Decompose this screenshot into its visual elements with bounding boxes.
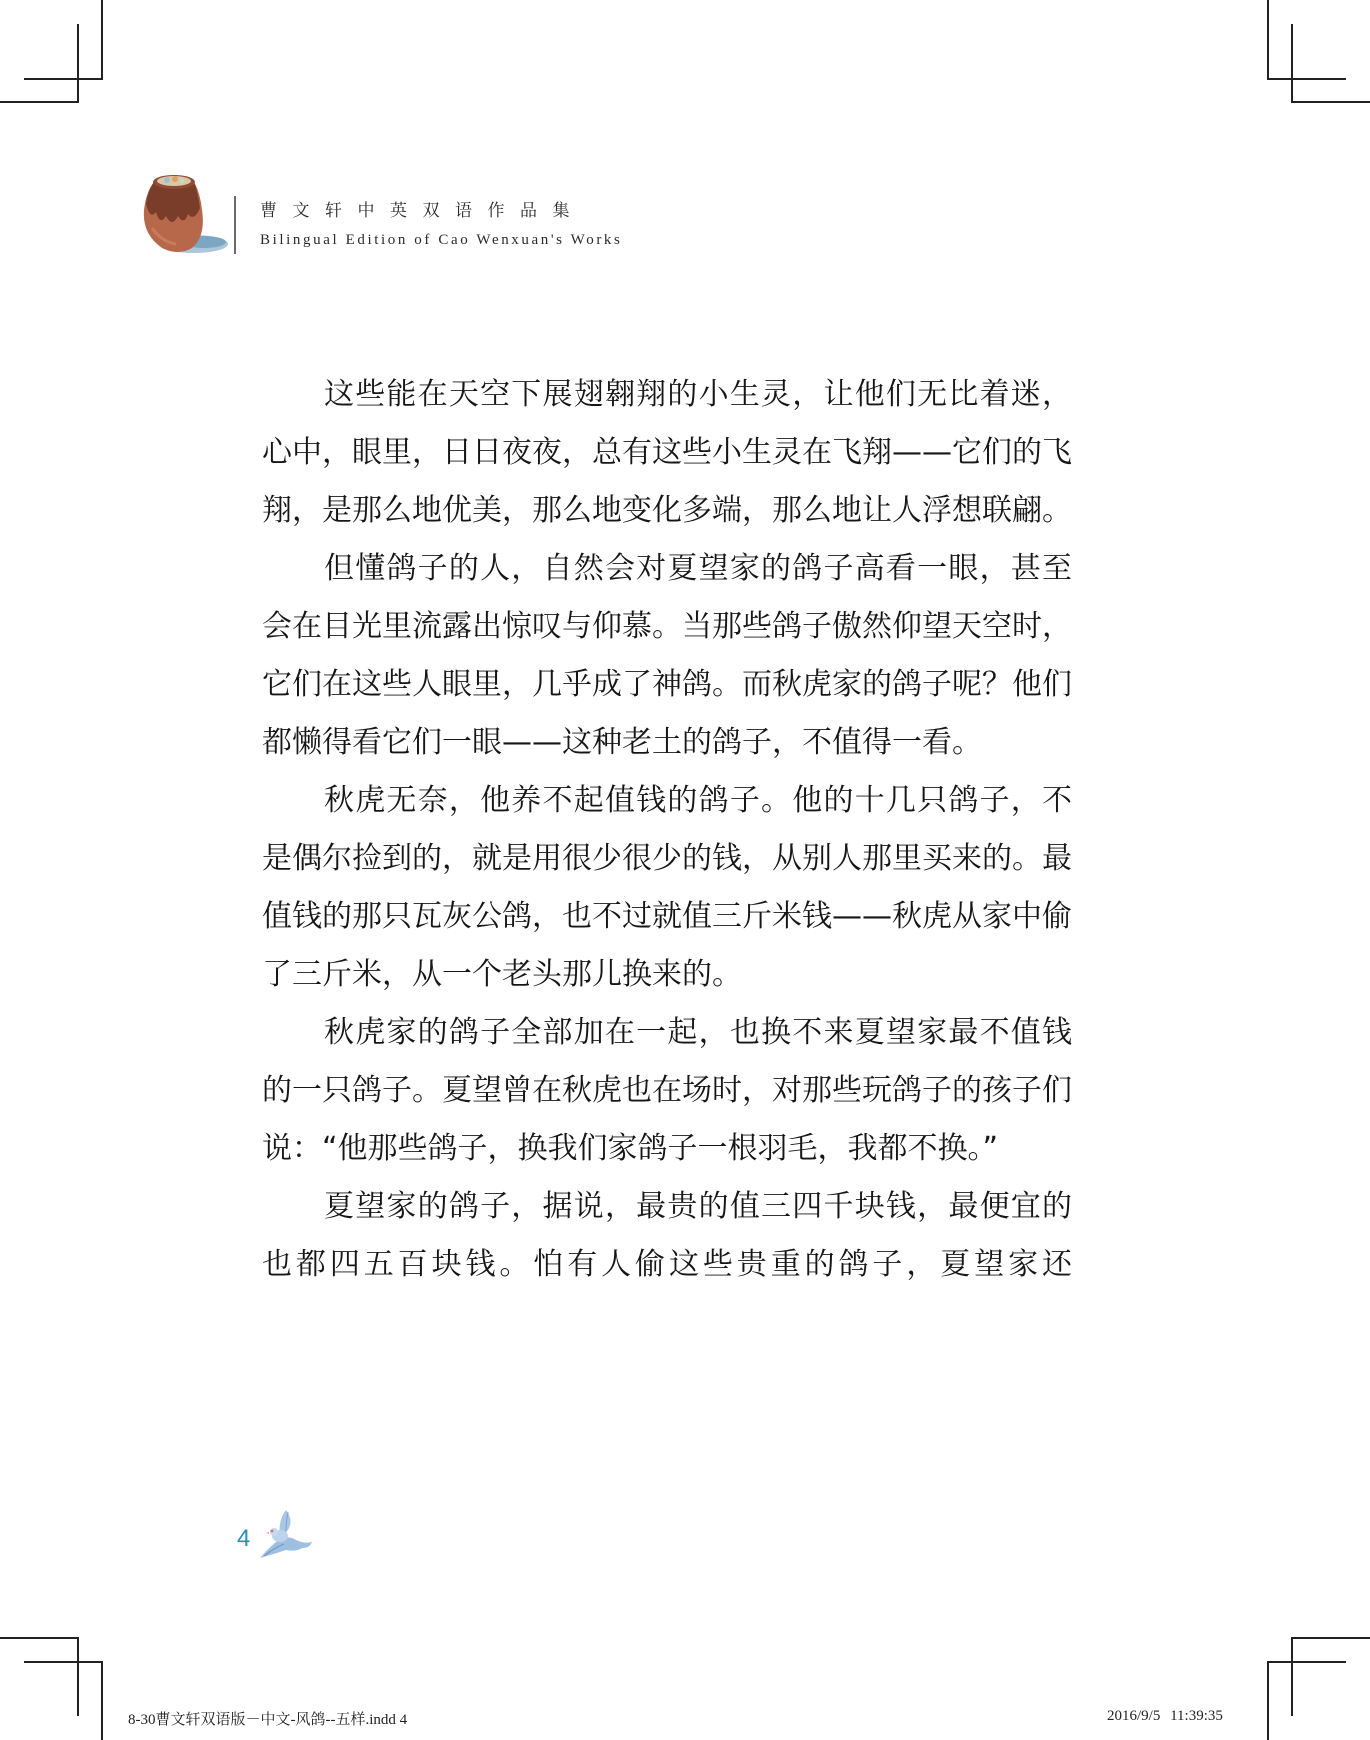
crop-mark-bottom-left [77,1637,79,1716]
crop-mark-top-left [0,101,79,103]
paragraph: 秋虎无奈，他养不起值钱的鸽子。他的十几只鸽子，不是偶尔捡到的，就是用很少很少的钱，从别人那里买来的。最值钱的那只瓦灰公鸽，也不过就值三斤米钱——秋虎从家中偷了三斤米，从一个老头那儿换来的。 [262,783,1072,992]
slug-filename: 8-30曹文轩双语版－中文-风鸽--五样.indd 4 [128,1712,408,1728]
crop-mark-bottom-left [24,1661,103,1663]
crop-mark-top-right [1267,0,1269,80]
body-text [262,366,1072,1294]
pigeon-icon [256,1506,316,1564]
series-title-english: Bilingual Edition of Cao Wenxuan's Works [260,232,623,248]
paragraph: 但懂鸽子的人，自然会对夏望家的鸽子高看一眼，甚至会在目光里流露出惊叹与仰慕。当那些鸽子傲然仰望天空时，它们在这些人眼里，几乎成了神鸽。而秋虎家的鸽子呢？他们都懒得看它们一眼——这种老土的鸽子，不值得一看。 [262,551,1072,760]
paragraph: 秋虎家的鸽子全部加在一起，也换不来夏望家最不值钱的一只鸽子。夏望曾在秋虎也在场时，对那些玩鸽子的孩子们说：“他那些鸽子，换我们家鸽子一根羽毛，我都不换。” [262,1015,1072,1166]
crop-mark-bottom-right [1267,1661,1346,1663]
clay-jar-icon [132,168,232,258]
crop-mark-bottom-left [101,1661,103,1740]
crop-mark-bottom-right [1291,1637,1370,1639]
crop-mark-top-right [1291,24,1293,103]
paragraph: 夏望家的鸽子，据说，最贵的值三四千块钱，最便宜的也都四五百块钱。怕有人偷这些贵重的鸽子，夏望家还 [262,1189,1072,1282]
crop-mark-bottom-right [1267,1661,1269,1740]
series-title-chinese: 曹文轩中英双语作品集 [260,201,585,221]
header-divider [234,196,236,254]
crop-mark-top-left [101,0,103,80]
crop-mark-top-left [24,78,103,80]
crop-mark-bottom-right [1291,1637,1293,1716]
slug-timestamp: 2016/9/5 11:39:35 [1107,1708,1223,1724]
paragraph: 这些能在天空下展翅翱翔的小生灵，让他们无比着迷，心中，眼里，日日夜夜，总有这些小生灵在飞翔——它们的飞翔，是那么地优美，那么地变化多端，那么地让人浮想联翩。 [262,377,1072,528]
crop-mark-top-left [77,24,79,103]
page-number: 4 [237,1525,251,1552]
crop-mark-top-right [1291,101,1370,103]
crop-mark-top-right [1267,78,1346,80]
crop-mark-bottom-left [0,1637,79,1639]
